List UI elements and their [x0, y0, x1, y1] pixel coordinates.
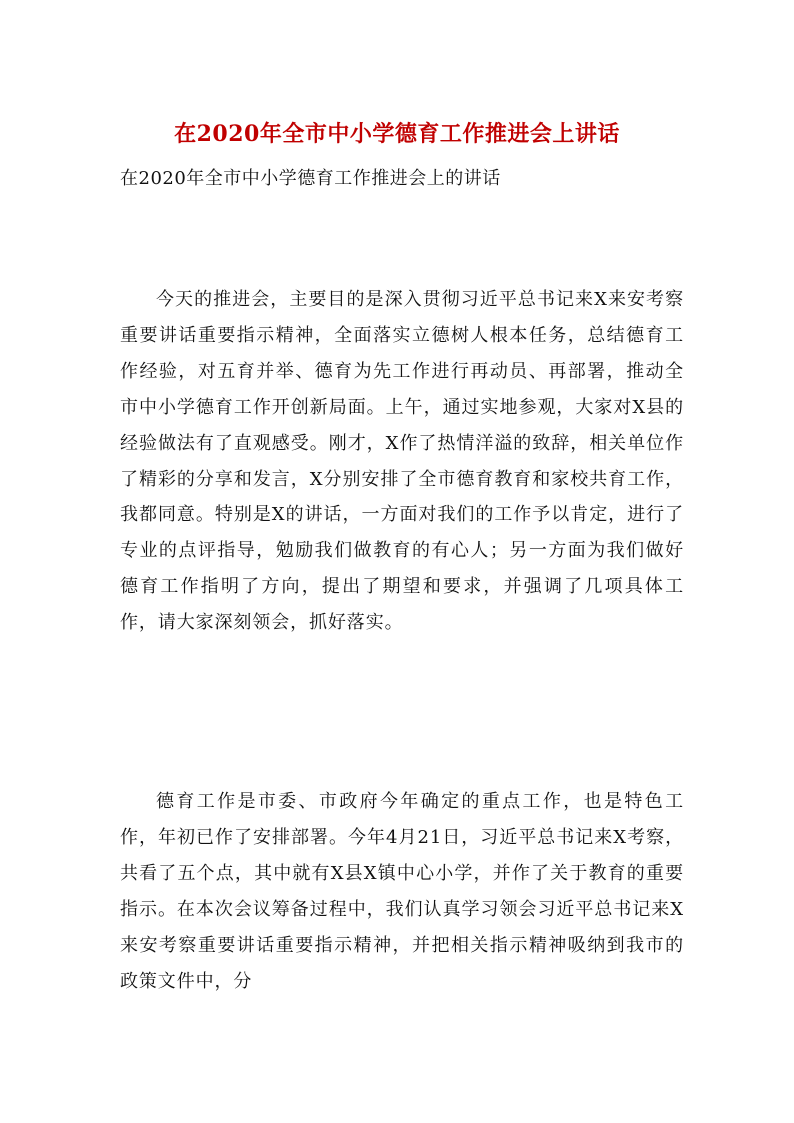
body-paragraph-1: 今天的推进会，主要目的是深入贯彻习近平总书记来X来安考察重要讲话重要指示精神，全面落实立德树人根本任务，总结德育工作经验，对五育并举、德育为先工作进行再动员、再部署，推动全市中小学德育工作开创新局面。上午，通过实地参观，大家对X县的经验做法有了直观感受。刚才，X作了热情洋溢的致辞，相关单位作了精彩的分享和发言，X分别安排了全市德育教育和家校共育工作，我都同意。特别是X的讲话，一方面对我们的工作予以肯定，进行了专业的点评指导，勉励我们做教育的有心人；另一方面为我们做好德育工作指明了方向，提出了期望和要求，并强调了几项具体工作，请大家深刻领会，抓好落实。	[120, 289, 684, 634]
document-subtitle: 在2020年全市中小学德育工作推进会上的讲话	[120, 168, 501, 189]
body-paragraph-2: 德育工作是市委、市政府今年确定的重点工作，也是特色工作，年初已作了安排部署。今年4月21日，习近平总书记来X考察，共看了五个点，其中就有X县X镇中心小学，并作了关于教育的重要指示。在本次会议筹备过程中，我们认真学习领会习近平总书记来X来安考察重要讲话重要指示精神，并把相关指示精神吸纳到我市的政策文件中，分	[120, 791, 684, 992]
document-title: 在2020年全市中小学德育工作推进会上讲话	[174, 120, 620, 147]
